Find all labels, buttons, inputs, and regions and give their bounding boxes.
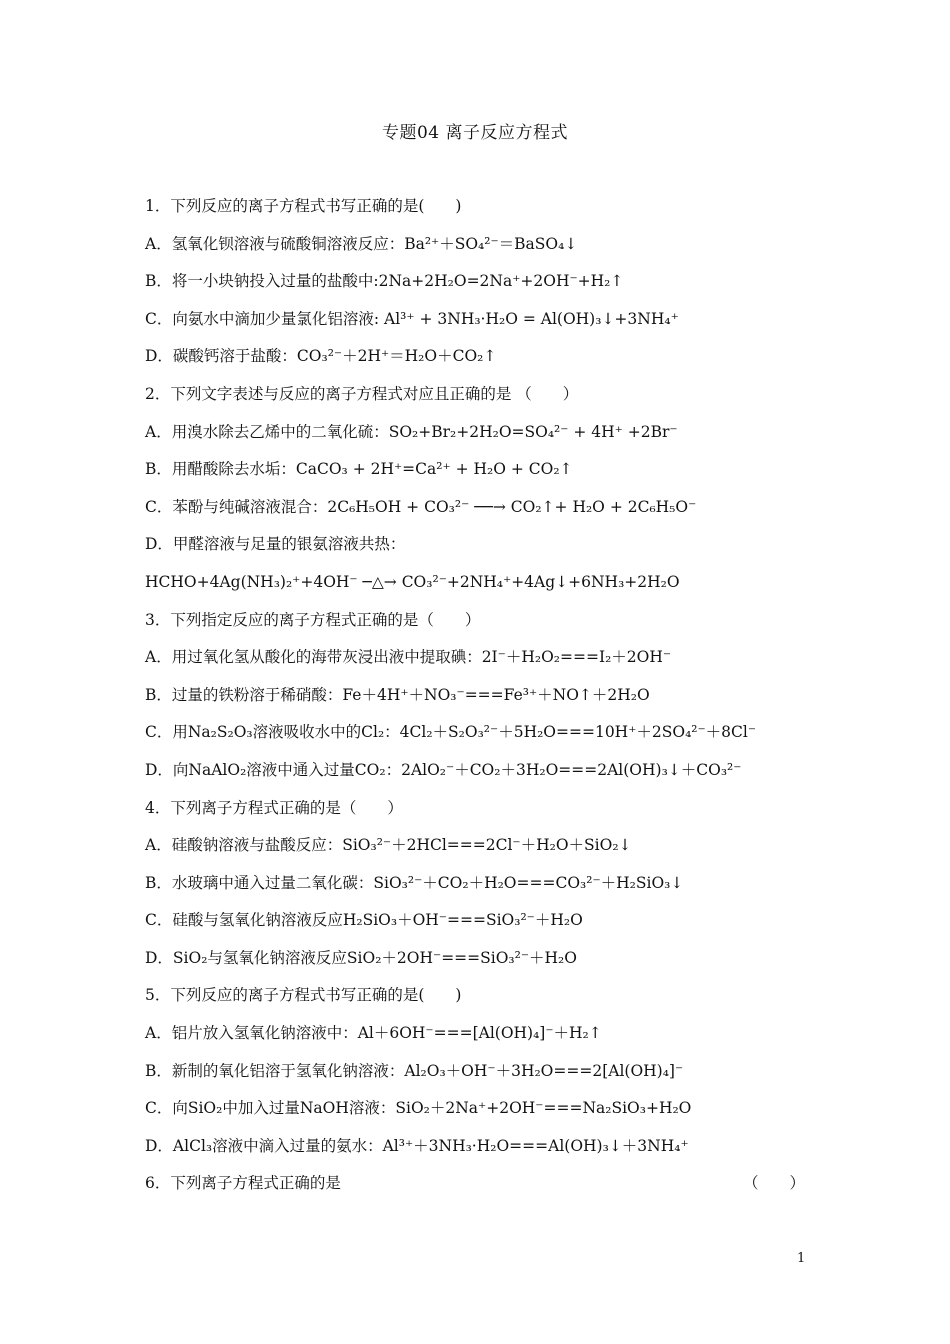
question-1-option-b: B．将一小块钠投入过量的盐酸中:2Na+2H₂O=2Na⁺+2OH⁻+H₂↑ [145, 272, 624, 291]
question-5-option-b: B．新制的氧化铝溶于氢氧化钠溶液：Al₂O₃＋OH⁻＋3H₂O===2[Al(OH)₄]⁻ [145, 1061, 684, 1080]
question-3-option-c: C．用Na₂S₂O₃溶液吸收水中的Cl₂：4Cl₂＋S₂O₃²⁻＋5H₂O===10H⁺＋2SO₄²⁻＋8Cl⁻ [145, 723, 757, 742]
question-6-answer-blank: （ ） [742, 1174, 805, 1193]
question-2-option-d: D．甲醛溶液与足量的银氨溶液共热： [145, 535, 406, 554]
question-4-option-a: A．硅酸钠溶液与盐酸反应：SiO₃²⁻＋2HCl===2Cl⁻＋H₂O＋SiO₂↓ [145, 836, 632, 855]
question-1-option-d: D．碳酸钙溶于盐酸：CO₃²⁻＋2H⁺＝H₂O＋CO₂↑ [145, 347, 497, 366]
question-3-option-a: A．用过氧化氢从酸化的海带灰浸出液中提取碘：2I⁻＋H₂O₂===I₂＋2OH⁻ [145, 648, 672, 667]
question-5-option-d: D．AlCl₃溶液中滴入过量的氨水：Al³⁺＋3NH₃·H₂O===Al(OH)₃↓＋3NH₄⁺ [145, 1136, 689, 1155]
question-2-option-a: A．用溴水除去乙烯中的二氧化硫：SO₂+Br₂+2H₂O=SO₄²⁻ + 4H⁺ +2Br⁻ [145, 422, 678, 441]
question-5-option-a: A．铝片放入氢氧化钠溶液中：Al＋6OH⁻===[Al(OH)₄]⁻＋H₂↑ [145, 1024, 602, 1043]
question-5-option-c: C．向SiO₂中加入过量NaOH溶液：SiO₂＋2Na⁺+2OH⁻===Na₂SiO₃+H₂O [145, 1099, 692, 1118]
question-3-option-d: D．向NaAlO₂溶液中通入过量CO₂：2AlO₂⁻＋CO₂＋3H₂O===2Al(OH)₃↓＋CO₃²⁻ [145, 760, 742, 779]
question-2-option-d-equation: HCHO+4Ag(NH₃)₂⁺+4OH⁻ ─△→ CO₃²⁻+2NH₄⁺+4Ag↓+6NH₃+2H₂O [145, 572, 680, 591]
question-4-option-c: C．硅酸与氢氧化钠溶液反应H₂SiO₃＋OH⁻===SiO₃²⁻＋H₂O [145, 911, 583, 930]
question-1-option-a: A．氢氧化钡溶液与硫酸铜溶液反应：Ba²⁺＋SO₄²⁻＝BaSO₄↓ [145, 234, 578, 253]
question-4-option-d: D．SiO₂与氢氧化钠溶液反应SiO₂＋2OH⁻===SiO₃²⁻＋H₂O [145, 948, 577, 967]
question-6-row [145, 1170, 805, 1208]
question-1-option-c: C．向氨水中滴加少量氯化铝溶液: Al³⁺ + 3NH₃·H₂O = Al(OH)₃↓+3NH₄⁺ [145, 309, 679, 328]
question-3-option-b: B．过量的铁粉溶于稀硝酸：Fe＋4H⁺＋NO₃⁻===Fe³⁺＋NO↑＋2H₂O [145, 685, 650, 704]
question-4-stem: 4．下列离子方程式正确的是（ ） [145, 798, 403, 817]
question-2-stem: 2．下列文字表述与反应的离子方程式对应且正确的是 （ ） [145, 384, 579, 403]
question-3-stem: 3．下列指定反应的离子方程式正确的是（ ） [145, 610, 481, 629]
page-number: 1 [797, 1251, 806, 1266]
question-2-option-b: B．用醋酸除去水垢：CaCO₃ + 2H⁺=Ca²⁺ + H₂O + CO₂↑ [145, 460, 573, 479]
question-5-stem: 5．下列反应的离子方程式书写正确的是( ) [145, 986, 462, 1005]
question-1-stem: 1．下列反应的离子方程式书写正确的是( ) [145, 197, 462, 215]
question-4-option-b: B．水玻璃中通入过量二氧化碳：SiO₃²⁻＋CO₂＋H₂O===CO₃²⁻＋H₂SiO₃↓ [145, 873, 684, 892]
page-title: 专题04 离子反应方程式 [381, 123, 569, 143]
question-6-stem: 6．下列离子方程式正确的是 [145, 1174, 341, 1193]
question-list [145, 193, 805, 1208]
question-2-option-c: C．苯酚与纯碱溶液混合：2C₆H₅OH + CO₃²⁻ ──→ CO₂↑+ H₂O + 2C₆H₅O⁻ [145, 497, 697, 516]
